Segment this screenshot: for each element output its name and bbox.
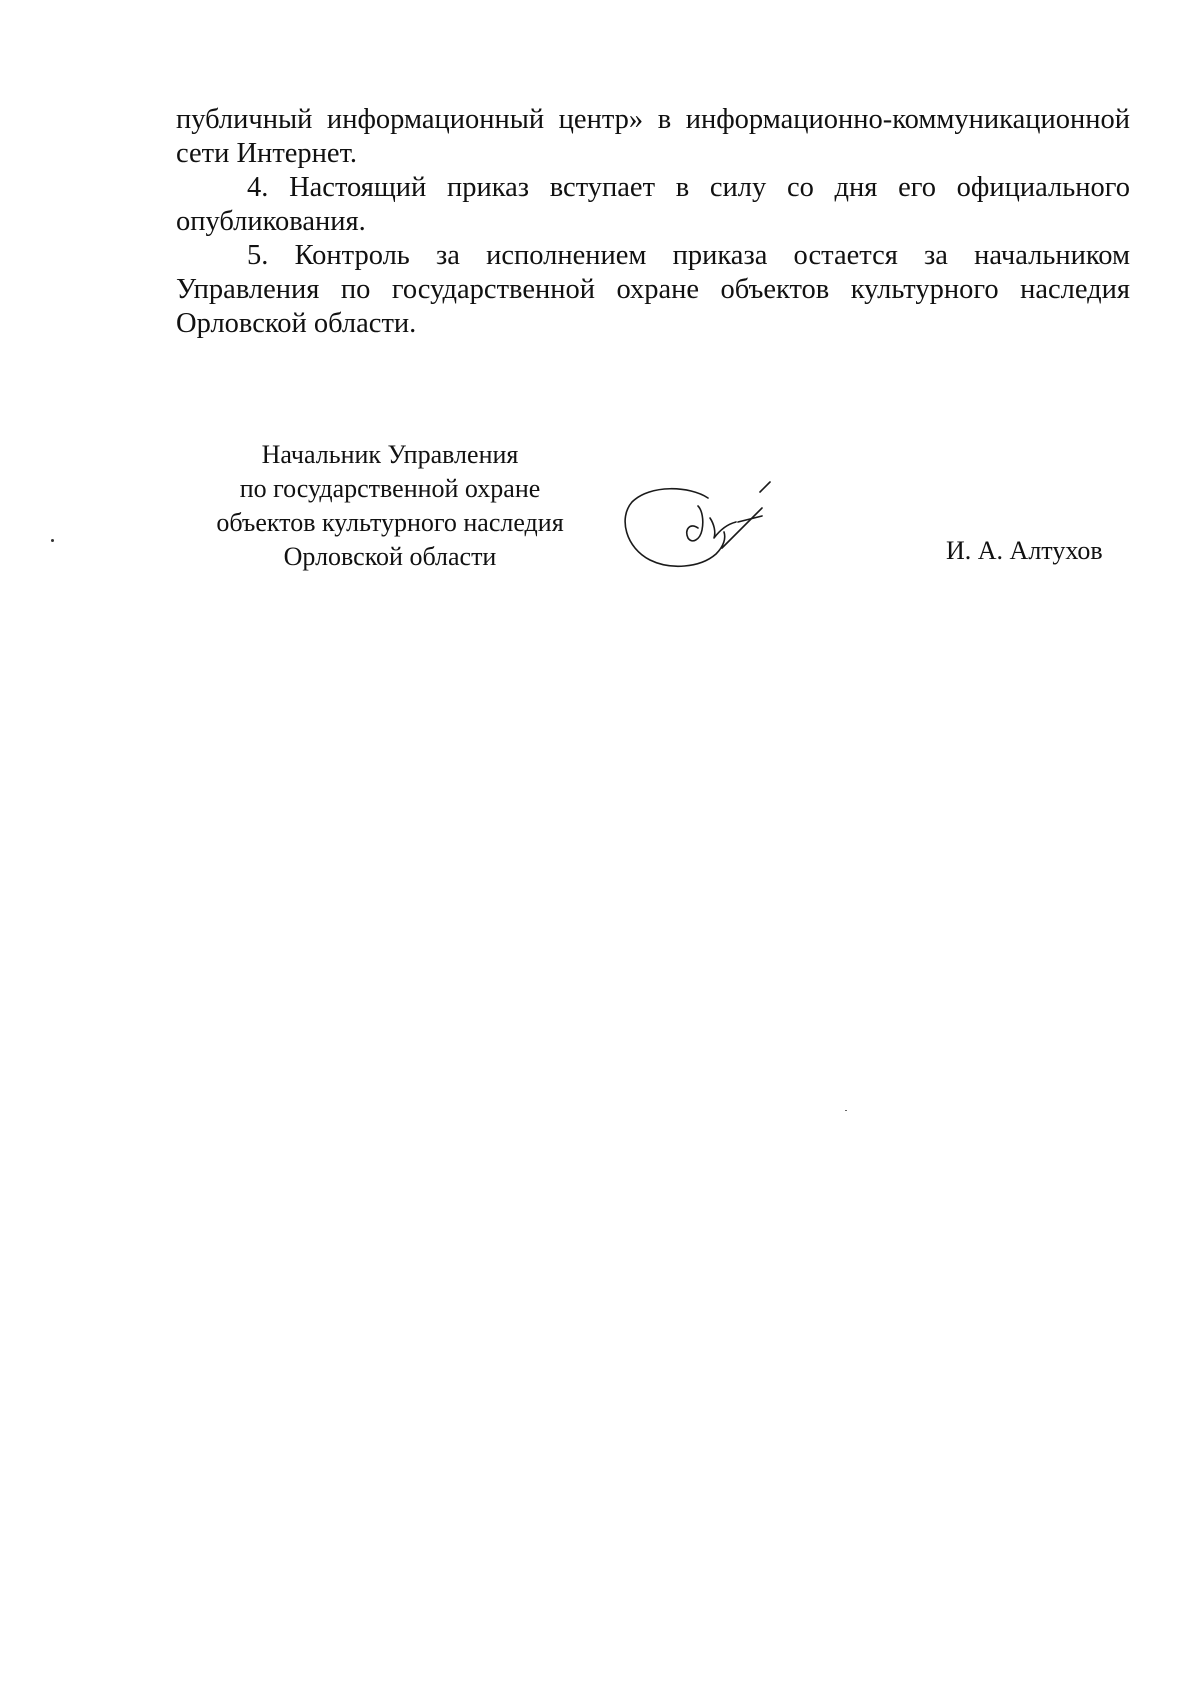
signer-name: И. А. Алтухов [946, 536, 1103, 565]
signatory-title-line: Орловской области [283, 542, 497, 571]
signatory-title-line: Начальник Управления [261, 440, 519, 469]
scan-speck [845, 1110, 847, 1111]
signatory-title [180, 438, 600, 574]
signatory-title-line: объектов культурного наследия [216, 508, 564, 537]
paragraph-item-5: 5. Контроль за исполнением приказа остается за начальником Управления по государственной охране объектов культурного наследия Орловской области. [176, 240, 1130, 339]
scan-speck [51, 539, 54, 542]
paragraph-continuation: публичный информационный центр» в информационно-коммуникационной сети Интернет. [176, 104, 1130, 169]
signatory-title-line: по государственной охране [239, 474, 541, 503]
handwritten-signature [620, 478, 790, 570]
document-body [176, 103, 1130, 341]
paragraph-item-4: 4. Настоящий приказ вступает в силу со дня его официального опубликования. [176, 172, 1130, 237]
